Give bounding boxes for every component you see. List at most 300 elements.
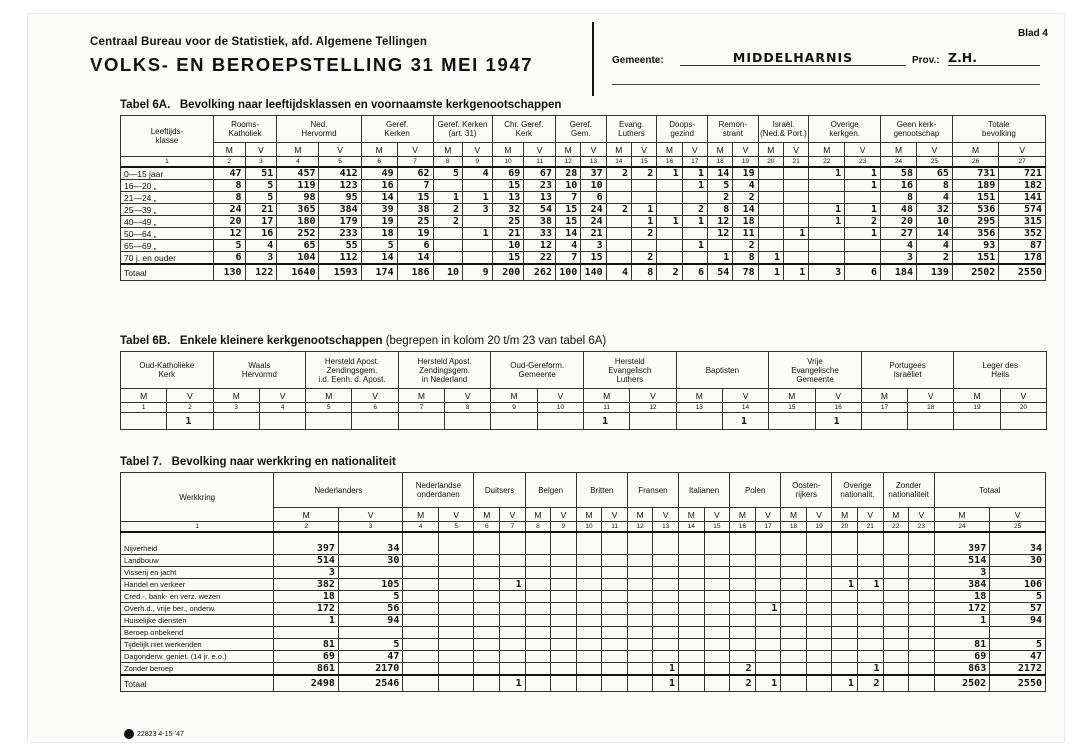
row-label: Zonder beroep xyxy=(121,663,274,676)
data-cell xyxy=(883,651,909,663)
data-cell: 1 xyxy=(682,167,707,180)
v-header: V xyxy=(537,389,583,403)
data-cell xyxy=(857,591,883,603)
data-cell xyxy=(755,532,781,555)
row-label: Dagonderw. geniet. (14 jr. e.o.) xyxy=(121,651,274,663)
data-cell xyxy=(627,603,653,615)
data-cell xyxy=(704,603,730,615)
data-cell: 16 xyxy=(245,228,277,240)
data-cell xyxy=(338,567,402,579)
data-cell xyxy=(781,639,807,651)
column-group-header: Remon- strant xyxy=(707,116,758,143)
column-group-header: Geen kerk- genootschap xyxy=(881,116,953,143)
data-cell xyxy=(781,532,807,555)
column-number: 13 xyxy=(581,157,606,168)
data-cell xyxy=(653,639,679,651)
data-cell xyxy=(274,627,338,639)
data-cell xyxy=(500,651,526,663)
form-title: VOLKS- EN BEROEPSTELLING 31 MEI 1947 xyxy=(90,54,534,75)
data-cell xyxy=(832,555,858,567)
row-label: Nijverheid xyxy=(121,532,274,555)
row-label: 21—24 „ xyxy=(121,192,214,204)
data-cell xyxy=(576,639,602,651)
data-cell: 20 xyxy=(881,216,917,228)
data-cell xyxy=(704,615,730,627)
data-cell xyxy=(463,180,493,192)
data-cell: 382 xyxy=(274,579,338,591)
data-cell: 15 xyxy=(397,192,433,204)
data-cell: 10 xyxy=(916,216,952,228)
v-header: V xyxy=(990,508,1046,522)
m-header: M xyxy=(213,389,259,403)
data-cell xyxy=(500,603,526,615)
data-cell: 1 xyxy=(167,413,213,430)
total-cell xyxy=(438,675,474,692)
data-cell xyxy=(883,567,909,579)
v-header: V xyxy=(397,143,433,157)
column-group-header: Polen xyxy=(730,473,781,508)
data-cell xyxy=(832,651,858,663)
data-cell: 514 xyxy=(274,555,338,567)
gemeente-value: MIDDELHARNIS xyxy=(680,50,906,66)
data-cell: 3 xyxy=(934,567,990,579)
column-group-header: Fransen xyxy=(627,473,678,508)
column-number: 3 xyxy=(338,522,402,533)
column-number: 4 xyxy=(403,522,439,533)
row-label: 50—64 „ xyxy=(121,228,214,240)
column-number: 12 xyxy=(627,522,653,533)
data-cell xyxy=(627,555,653,567)
data-cell: 57 xyxy=(990,603,1046,615)
data-cell xyxy=(606,216,631,228)
total-cell xyxy=(806,675,832,692)
data-cell xyxy=(474,603,500,615)
data-cell: 17 xyxy=(245,216,277,228)
total-cell: 174 xyxy=(361,264,397,281)
column-group-header: Hersteld Apost. Zendingsgem. i.d. Eenh. d. Apost. xyxy=(306,352,399,389)
data-cell xyxy=(758,180,783,192)
data-cell xyxy=(730,603,756,615)
m-header: M xyxy=(730,508,756,522)
data-cell xyxy=(883,603,909,615)
data-cell: 2 xyxy=(631,252,656,265)
data-cell: 4 xyxy=(916,192,952,204)
mv-row xyxy=(121,143,1046,157)
data-cell: 315 xyxy=(999,216,1046,228)
total-cell: 184 xyxy=(881,264,917,281)
v-header: V xyxy=(551,508,577,522)
data-cell: 48 xyxy=(881,204,917,216)
column-group-header: Nederlandse onderdanen xyxy=(403,473,474,508)
column-group-header: Oud-Katholieke Kerk xyxy=(121,352,214,389)
data-cell: 106 xyxy=(990,579,1046,591)
data-cell: 38 xyxy=(397,204,433,216)
data-cell xyxy=(806,555,832,567)
data-cell xyxy=(657,180,682,192)
data-cell: 2170 xyxy=(338,663,402,676)
data-cell xyxy=(781,663,807,676)
data-cell: 731 xyxy=(952,167,998,180)
data-cell: 8 xyxy=(707,204,732,216)
column-number: 24 xyxy=(881,157,917,168)
data-cell xyxy=(909,532,935,555)
column-group-header: Portugees Israëliet xyxy=(861,352,954,389)
column-number: 13 xyxy=(676,403,722,413)
header-row xyxy=(121,352,1047,389)
column-number: 8 xyxy=(525,522,551,533)
data-cell: 1 xyxy=(809,204,845,216)
column-group-header: Vrije Evangelische Gemeente xyxy=(769,352,862,389)
data-cell xyxy=(551,591,577,603)
column-number: 18 xyxy=(707,157,732,168)
data-cell: 514 xyxy=(934,555,990,567)
data-cell xyxy=(627,567,653,579)
data-cell: 4 xyxy=(463,167,493,180)
column-group-header: Leger des Heils xyxy=(954,352,1047,389)
data-cell xyxy=(403,615,439,627)
data-cell: 8 xyxy=(881,192,917,204)
data-cell xyxy=(403,532,439,555)
data-cell xyxy=(704,639,730,651)
data-cell xyxy=(783,167,808,180)
data-cell xyxy=(602,603,628,615)
data-cell xyxy=(730,639,756,651)
data-cell: 4 xyxy=(916,240,952,252)
table-row xyxy=(121,228,1046,240)
data-cell: 16 xyxy=(361,180,397,192)
m-header: M xyxy=(883,508,909,522)
data-cell xyxy=(631,180,656,192)
column-number: 21 xyxy=(857,522,883,533)
data-cell xyxy=(758,240,783,252)
data-cell xyxy=(755,651,781,663)
data-cell: 55 xyxy=(319,240,361,252)
data-cell xyxy=(781,591,807,603)
data-cell: 112 xyxy=(319,252,361,265)
v-header: V xyxy=(806,508,832,522)
table-row xyxy=(121,204,1046,216)
data-cell xyxy=(1000,413,1046,430)
table-row xyxy=(121,603,1046,615)
table-row xyxy=(121,567,1046,579)
data-cell xyxy=(857,603,883,615)
column-number-row xyxy=(121,403,1047,413)
data-cell xyxy=(883,532,909,555)
data-cell xyxy=(500,567,526,579)
total-cell xyxy=(403,675,439,692)
data-cell xyxy=(306,413,352,430)
data-cell xyxy=(653,615,679,627)
data-cell xyxy=(783,180,808,192)
data-cell: 1 xyxy=(783,228,808,240)
column-number: 10 xyxy=(492,157,524,168)
m-header: M xyxy=(555,143,580,157)
data-cell: 25 xyxy=(492,216,524,228)
table-row xyxy=(121,591,1046,603)
row-label: 0—15 jaar xyxy=(121,167,214,180)
m-header: M xyxy=(954,389,1000,403)
m-header: M xyxy=(403,508,439,522)
total-cell: 54 xyxy=(707,264,732,281)
data-cell xyxy=(909,639,935,651)
table-row xyxy=(121,579,1046,591)
data-cell xyxy=(909,579,935,591)
data-cell: 47 xyxy=(338,651,402,663)
data-cell xyxy=(259,413,305,430)
data-cell xyxy=(781,627,807,639)
column-group-header: Duitsers xyxy=(474,473,525,508)
total-cell: 1 xyxy=(783,264,808,281)
v-header: V xyxy=(245,143,277,157)
table6a-title: Tabel 6A. xyxy=(120,99,171,111)
column-group-header: Hersteld Evangelisch Luthers xyxy=(583,352,676,389)
data-cell xyxy=(463,240,493,252)
data-cell xyxy=(758,192,783,204)
data-cell xyxy=(832,532,858,555)
data-cell: 3 xyxy=(245,252,277,265)
column-number: 22 xyxy=(883,522,909,533)
data-cell xyxy=(653,627,679,639)
row-label: 25—39 „ xyxy=(121,204,214,216)
row-label: 70 j. en ouder xyxy=(121,252,214,265)
data-cell: 19 xyxy=(361,216,397,228)
data-cell: 1 xyxy=(500,579,526,591)
data-cell: 58 xyxy=(881,167,917,180)
table-row xyxy=(121,252,1046,265)
v-header: V xyxy=(908,389,954,403)
data-cell xyxy=(755,663,781,676)
table6b-heading xyxy=(120,335,606,347)
total-row xyxy=(121,675,1046,692)
total-cell: 186 xyxy=(397,264,433,281)
column-group-header: Oosten- rijkers xyxy=(781,473,832,508)
data-cell xyxy=(704,555,730,567)
table-row xyxy=(121,216,1046,228)
data-cell xyxy=(433,228,463,240)
total-cell: 1 xyxy=(758,264,783,281)
gemeente-label: Gemeente: xyxy=(612,55,664,66)
data-cell: 14 xyxy=(361,192,397,204)
row-label: Handel en verkeer xyxy=(121,579,274,591)
table-row xyxy=(121,663,1046,676)
data-cell: 5 xyxy=(707,180,732,192)
data-cell xyxy=(551,615,577,627)
data-cell: 1 xyxy=(274,615,338,627)
data-cell: 14 xyxy=(555,228,580,240)
data-cell: 104 xyxy=(277,252,319,265)
total-cell: 2550 xyxy=(999,264,1046,281)
total-cell xyxy=(704,675,730,692)
data-cell: 15 xyxy=(581,252,606,265)
data-cell xyxy=(883,627,909,639)
v-header: V xyxy=(631,143,656,157)
v-header: V xyxy=(653,508,679,522)
column-number: 2 xyxy=(167,403,213,413)
column-number: 3 xyxy=(213,403,259,413)
data-cell: 5 xyxy=(338,639,402,651)
v-header: V xyxy=(733,143,758,157)
m-header: M xyxy=(474,508,500,522)
data-cell xyxy=(676,413,722,430)
row-label: 40—49 „ xyxy=(121,216,214,228)
column-number: 19 xyxy=(733,157,758,168)
data-cell xyxy=(403,651,439,663)
row-label: Tijdelijk niet werkenden xyxy=(121,639,274,651)
total-cell: 8 xyxy=(631,264,656,281)
data-cell: 81 xyxy=(274,639,338,651)
data-cell: 19 xyxy=(397,228,433,240)
data-cell xyxy=(909,663,935,676)
total-row xyxy=(121,264,1046,281)
data-cell xyxy=(352,413,398,430)
v-header: V xyxy=(1000,389,1046,403)
data-cell: 37 xyxy=(581,167,606,180)
data-cell xyxy=(679,567,705,579)
v-header: V xyxy=(438,508,474,522)
data-cell: 18 xyxy=(361,228,397,240)
data-cell xyxy=(627,615,653,627)
column-group-header: Doops- gezind xyxy=(657,116,708,143)
data-cell xyxy=(679,627,705,639)
data-cell xyxy=(730,579,756,591)
data-cell xyxy=(627,591,653,603)
m-header: M xyxy=(213,143,245,157)
data-cell xyxy=(403,627,439,639)
column-number: 13 xyxy=(653,522,679,533)
m-header: M xyxy=(781,508,807,522)
v-header: V xyxy=(167,389,213,403)
data-cell xyxy=(704,591,730,603)
data-cell xyxy=(781,579,807,591)
data-cell xyxy=(990,627,1046,639)
data-cell: 15 xyxy=(555,216,580,228)
data-cell xyxy=(758,204,783,216)
total-cell: 4 xyxy=(606,264,631,281)
data-cell xyxy=(551,567,577,579)
data-cell xyxy=(602,663,628,676)
total-cell: 139 xyxy=(916,264,952,281)
table6b-subtitle: Enkele kleinere kerkgenootschappen xyxy=(179,335,383,347)
data-cell xyxy=(883,579,909,591)
column-number: 21 xyxy=(783,157,808,168)
column-number: 16 xyxy=(730,522,756,533)
data-cell: 27 xyxy=(881,228,917,240)
data-cell: 69 xyxy=(934,651,990,663)
data-cell: 6 xyxy=(397,240,433,252)
data-cell xyxy=(809,180,845,192)
data-cell xyxy=(679,639,705,651)
data-cell xyxy=(627,639,653,651)
column-number: 11 xyxy=(583,403,629,413)
data-cell: 3 xyxy=(463,204,493,216)
column-number: 10 xyxy=(576,522,602,533)
data-cell xyxy=(755,579,781,591)
table7-title: Tabel 7. xyxy=(120,456,162,468)
data-cell xyxy=(832,639,858,651)
data-cell: 356 xyxy=(952,228,998,240)
data-cell xyxy=(679,591,705,603)
data-cell: 30 xyxy=(338,555,402,567)
column-group-header: Chr. Geref. Kerk xyxy=(492,116,555,143)
v-header: V xyxy=(602,508,628,522)
data-cell xyxy=(438,663,474,676)
data-cell xyxy=(653,603,679,615)
data-cell: 721 xyxy=(999,167,1046,180)
data-cell: 10 xyxy=(492,240,524,252)
row-label: Overh.d., vrije ber., onderw. xyxy=(121,603,274,615)
data-cell: 12 xyxy=(707,216,732,228)
data-cell xyxy=(783,192,808,204)
data-cell xyxy=(602,627,628,639)
data-cell xyxy=(679,603,705,615)
column-group-header: Nederlanders xyxy=(274,473,403,508)
data-cell xyxy=(213,413,259,430)
total-cell: 130 xyxy=(213,264,245,281)
data-cell: 4 xyxy=(733,180,758,192)
data-cell: 81 xyxy=(934,639,990,651)
data-cell: 47 xyxy=(990,651,1046,663)
data-cell xyxy=(500,615,526,627)
data-cell: 16 xyxy=(881,180,917,192)
data-cell: 25 xyxy=(397,216,433,228)
data-cell xyxy=(781,555,807,567)
data-cell xyxy=(627,579,653,591)
data-cell xyxy=(438,603,474,615)
data-cell: 7 xyxy=(555,252,580,265)
column-group-header: Belgen xyxy=(525,473,576,508)
v-header: V xyxy=(722,389,768,403)
data-cell xyxy=(682,228,707,240)
total-cell xyxy=(602,675,628,692)
data-cell: 189 xyxy=(952,180,998,192)
data-cell: 3 xyxy=(274,567,338,579)
total-label: Totaal xyxy=(121,675,274,692)
total-cell: 2550 xyxy=(990,675,1046,692)
data-cell xyxy=(704,567,730,579)
data-cell: 5 xyxy=(361,240,397,252)
data-cell xyxy=(627,532,653,555)
column-number: 15 xyxy=(769,403,815,413)
data-cell xyxy=(704,663,730,676)
total-cell: 2502 xyxy=(934,675,990,692)
data-cell: 5 xyxy=(338,591,402,603)
data-cell: 1 xyxy=(682,240,707,252)
data-cell: 21 xyxy=(581,228,606,240)
m-header: M xyxy=(491,389,537,403)
data-cell xyxy=(653,579,679,591)
data-cell xyxy=(755,567,781,579)
column-number: 9 xyxy=(463,157,493,168)
data-cell xyxy=(657,228,682,240)
total-cell: 1 xyxy=(653,675,679,692)
m-header: M xyxy=(769,389,815,403)
data-cell xyxy=(576,591,602,603)
data-cell: 69 xyxy=(274,651,338,663)
v-header: V xyxy=(524,143,556,157)
column-number: 16 xyxy=(657,157,682,168)
data-cell xyxy=(657,252,682,265)
data-cell: 397 xyxy=(274,532,338,555)
data-cell: 861 xyxy=(274,663,338,676)
data-cell: 3 xyxy=(881,252,917,265)
data-cell: 1 xyxy=(631,216,656,228)
data-cell: 1 xyxy=(832,579,858,591)
data-cell xyxy=(438,555,474,567)
total-cell: 1 xyxy=(500,675,526,692)
data-cell: 15 xyxy=(555,204,580,216)
total-cell: 2546 xyxy=(338,675,402,692)
column-number: 17 xyxy=(682,157,707,168)
